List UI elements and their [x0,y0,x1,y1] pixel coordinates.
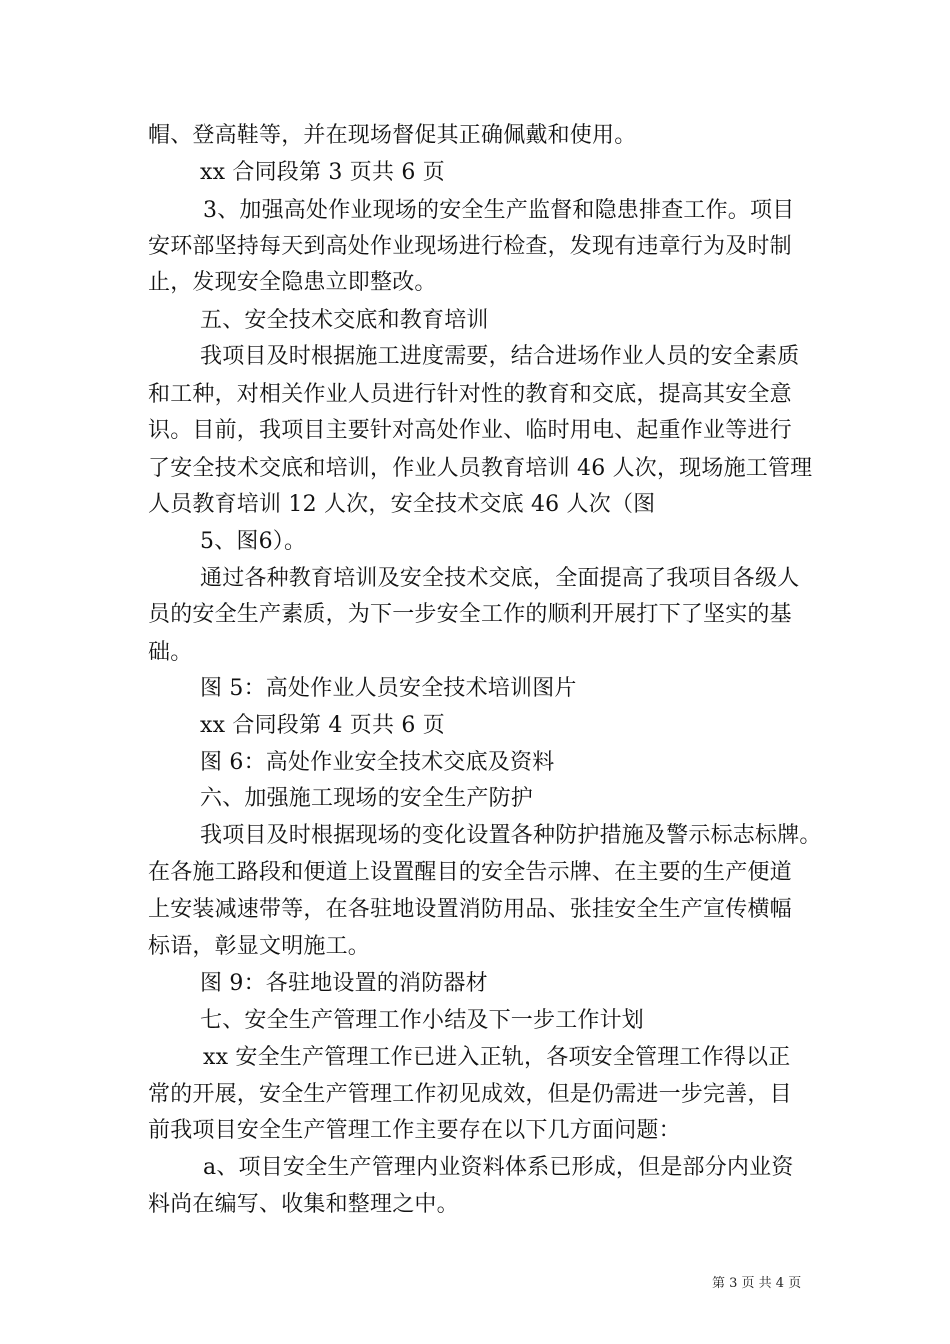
body-line: 础。 [148,640,193,665]
body-line: 通过各种教育培训及安全技术交底，全面提高了我项目各级人 [200,566,800,591]
body-line: 和工种，对相关作业人员进行针对性的教育和交底，提高其安全意 [148,382,792,407]
body-line: 帽、登高鞋等，并在现场督促其正确佩戴和使用。 [148,123,637,148]
body-line: 料尚在编写、收集和整理之中。 [148,1192,459,1217]
body-line: 了安全技术交底和培训，作业人员教育培训 46 人次，现场施工管理 [148,456,813,481]
figure-caption: 图 9：各驻地设置的消防器材 [200,971,488,996]
body-line: 标语，彰显文明施工。 [148,934,371,959]
body-line: 止，发现安全隐患立即整改。 [148,270,437,295]
body-line: 前我项目安全生产管理工作主要存在以下几方面问题： [148,1118,681,1143]
page-marker-line: xx 合同段第 3 页共 6 页 [200,160,445,185]
body-line: a、项目安全生产管理内业资料体系已形成，但是部分内业资 [203,1155,794,1180]
figure-caption: 图 6：高处作业安全技术交底及资料 [200,750,555,775]
body-line: 常的开展，安全生产管理工作初见成效，但是仍需进一步完善，目 [148,1082,792,1107]
body-line: 人员教育培训 12 人次，安全技术交底 46 人次（图 [148,492,656,517]
body-line: 员的安全生产素质，为下一步安全工作的顺利开展打下了坚实的基 [148,602,792,627]
body-line: 上安装减速带等，在各驻地设置消防用品、张挂安全生产宣传横幅 [148,897,792,922]
section-heading: 七、安全生产管理工作小结及下一步工作计划 [200,1008,645,1033]
body-line: xx 安全生产管理工作已进入正轨，各项安全管理工作得以正 [203,1045,791,1070]
body-line: 识。目前，我项目主要针对高处作业、临时用电、起重作业等进行 [148,418,792,443]
body-line: 安环部坚持每天到高处作业现场进行检查，发现有违章行为及时制 [148,234,792,259]
page-marker-line: xx 合同段第 4 页共 6 页 [200,713,445,738]
section-heading: 五、安全技术交底和教育培训 [200,308,489,333]
body-line: 5、图6）。 [200,529,307,554]
body-line: 我项目及时根据施工进度需要，结合进场作业人员的安全素质 [200,344,800,369]
body-line: 我项目及时根据现场的变化设置各种防护措施及警示标志标牌。 [200,823,822,848]
body-line: 3、加强高处作业现场的安全生产监督和隐患排查工作。项目 [203,198,795,223]
section-heading: 六、加强施工现场的安全生产防护 [200,786,534,811]
body-line: 在各施工路段和便道上设置醒目的安全告示牌、在主要的生产便道 [148,860,792,885]
figure-caption: 图 5：高处作业人员安全技术培训图片 [200,676,577,701]
page-number-footer: 第 3 页 共 4 页 [712,1276,802,1291]
